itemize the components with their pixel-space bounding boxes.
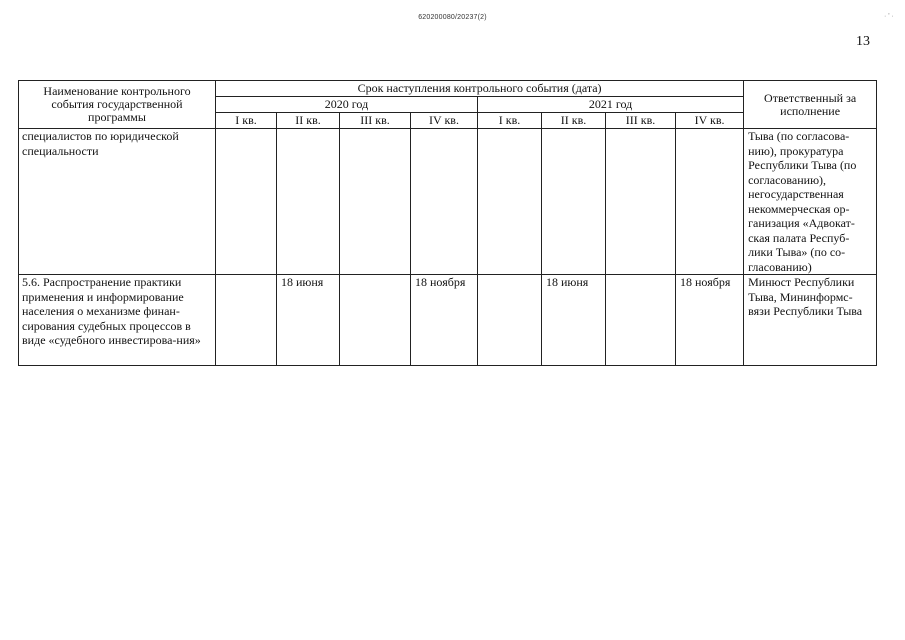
date-cell <box>478 275 542 366</box>
date-cell: 18 ноября <box>411 275 478 366</box>
header-quarter: IV кв. <box>676 113 744 129</box>
header-year-2021: 2021 год <box>478 97 744 113</box>
date-cell <box>411 129 478 275</box>
control-events-table <box>18 80 877 366</box>
header-event-name: Наименование контрольного события государственной программы <box>19 81 216 129</box>
header-year-2020: 2020 год <box>216 97 478 113</box>
date-cell <box>216 129 277 275</box>
date-cell <box>340 275 411 366</box>
date-cell <box>478 129 542 275</box>
header-deadline: Срок наступления контрольного события (дата) <box>216 81 744 97</box>
date-cell: 18 ноября <box>676 275 744 366</box>
date-cell <box>606 129 676 275</box>
header-quarter: I кв. <box>478 113 542 129</box>
date-cell <box>676 129 744 275</box>
date-cell: 18 июня <box>277 275 340 366</box>
header-quarter: II кв. <box>542 113 606 129</box>
corner-scan-mark: · ' · <box>884 13 894 20</box>
date-cell <box>216 275 277 366</box>
header-quarter: II кв. <box>277 113 340 129</box>
page-number: 13 <box>856 34 870 49</box>
table-row <box>19 129 877 275</box>
table-row <box>19 275 877 366</box>
date-cell <box>340 129 411 275</box>
responsible-cell: Минюст Республики Тыва, Мининформс-вязи Республики Тыва <box>744 275 877 366</box>
event-name-cell: 5.6. Распространение практики применения и информирование населения о механизме финан-сирования судебных процессов в виде «судебного инвестирова-ния» <box>19 275 216 366</box>
date-cell: 18 июня <box>542 275 606 366</box>
header-quarter: III кв. <box>606 113 676 129</box>
responsible-cell: Тыва (по согласова-нию), прокуратура Республики Тыва (по согласованию), негосударственная некоммерческая ор-ганизация «Адвокат-ская палата Респуб-лики Тыва» (по со-гласованию) <box>744 129 877 275</box>
document-id: 620200080/20237(2) <box>418 14 487 21</box>
header-quarter: I кв. <box>216 113 277 129</box>
header-quarter: IV кв. <box>411 113 478 129</box>
date-cell <box>542 129 606 275</box>
date-cell <box>277 129 340 275</box>
header-quarter: III кв. <box>340 113 411 129</box>
date-cell <box>606 275 676 366</box>
header-responsible: Ответственный за исполнение <box>744 81 877 129</box>
event-name-cell: специалистов по юридической специальности <box>19 129 216 275</box>
